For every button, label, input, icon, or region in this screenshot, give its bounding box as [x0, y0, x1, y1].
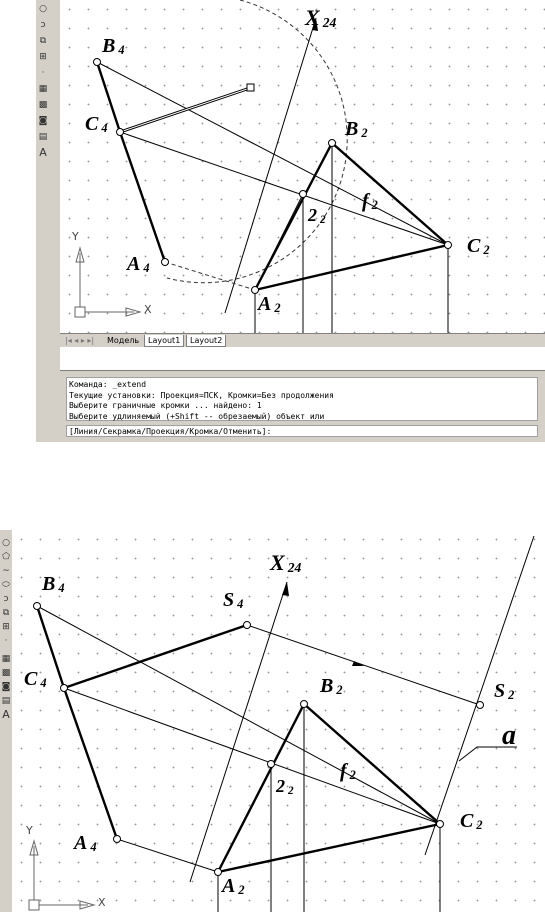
table-icon[interactable]: ▤ — [1, 696, 11, 706]
label-f2: f $_2$ — [362, 190, 378, 212]
vertex-b4 — [94, 59, 101, 66]
vertex-a4 — [114, 836, 121, 843]
tab-spacer — [60, 347, 545, 370]
point-icon[interactable]: · — [4, 636, 8, 646]
vertex-a4 — [162, 259, 169, 266]
ucs-origin-box — [75, 307, 85, 317]
insert-block-icon[interactable]: ⧉ — [39, 36, 47, 46]
edge-c4-s4 — [64, 625, 247, 688]
line-a — [425, 536, 534, 855]
triangle-abc-2 — [255, 143, 448, 290]
axis-x24-line — [225, 18, 316, 313]
line-s4-s2 — [247, 625, 480, 705]
autocad-window-top — [0, 0, 545, 442]
vertex-b2 — [329, 140, 336, 147]
vertex-a2 — [215, 869, 222, 876]
gradient-icon[interactable]: ▩ — [1, 668, 11, 678]
label-c4: C $_4$ — [85, 113, 108, 135]
text-icon[interactable]: A — [39, 146, 47, 159]
region-icon[interactable]: ◙ — [1, 682, 11, 692]
ellipse-icon[interactable]: ⬭ — [2, 580, 10, 590]
label-x24: X $_{24}$ — [305, 5, 337, 31]
label-b2: B $_2$ — [320, 675, 343, 697]
label-x24: X $_{24}$ — [270, 550, 302, 576]
point-icon[interactable]: · — [41, 68, 45, 78]
label-b2: B $_2$ — [345, 118, 368, 140]
vertex-b4 — [34, 603, 41, 610]
ucs-x-label: X — [144, 303, 152, 316]
command-history — [66, 377, 538, 421]
label-a2: A $_2$ — [222, 875, 245, 897]
command-input[interactable]: [Линия/Секрамка/Проекция/Кромка/Отменить]: — [66, 425, 538, 437]
tab-layout1[interactable]: Layout1 — [144, 335, 184, 347]
edge-b4-c4-a4 — [37, 606, 117, 839]
vertex-22 — [268, 761, 275, 768]
table-icon[interactable]: ▤ — [38, 132, 48, 142]
vertex-c2 — [437, 821, 444, 828]
label-a-line: a — [502, 720, 516, 751]
command-line-2: Текущие установки: Проекция=ПСК, Кромки=Без продолжения — [69, 390, 334, 400]
vertex-c2 — [445, 242, 452, 249]
tab-layout2[interactable]: Layout2 — [186, 335, 226, 347]
circle-icon[interactable]: ○ — [39, 4, 47, 14]
label-s4: S $_4$ — [223, 589, 244, 611]
label-a4: A $_4$ — [127, 253, 150, 275]
tab-nav-arrows[interactable]: |◂ ◂ ▸ ▸| — [65, 336, 95, 345]
edge-c4-s4-inner — [120, 88, 250, 132]
gradient-icon[interactable]: ▩ — [38, 100, 48, 110]
layout-tabs — [60, 333, 545, 348]
drawing-area[interactable] — [60, 0, 545, 333]
text-icon[interactable]: A — [2, 708, 10, 721]
revcloud-icon[interactable]: ↄ — [3, 594, 9, 604]
line-c4-c2 — [120, 132, 448, 245]
make-block-icon[interactable]: ⊞ — [2, 622, 10, 632]
line-b4-c2 — [37, 606, 440, 824]
label-b4: B $_4$ — [102, 35, 125, 57]
vertex-s4 — [244, 622, 251, 629]
label-a4: A $_4$ — [74, 832, 97, 854]
make-block-icon[interactable]: ⊞ — [39, 52, 47, 62]
label-22: 2 $_2$ — [276, 776, 294, 797]
drawing-area-2[interactable] — [12, 530, 545, 912]
revcloud-icon[interactable]: ↄ — [40, 20, 46, 30]
toolbar-gap — [52, 0, 60, 442]
line-a4-a2 — [117, 839, 218, 872]
hatch-icon[interactable]: ▦ — [38, 84, 48, 94]
command-line-3: Выберите граничные кромки ... найдено: 1 — [69, 401, 262, 410]
command-line-1: Команда: _extend — [69, 380, 147, 389]
line-s-arrowhead — [352, 661, 364, 666]
ucs-origin-box — [29, 900, 39, 910]
vertex-s2 — [477, 702, 484, 709]
draw-toolbar — [36, 0, 53, 442]
hatch-icon[interactable]: ▦ — [1, 654, 11, 664]
ucs-x-label: X — [98, 896, 106, 909]
tab-model[interactable]: Модель — [107, 336, 140, 345]
insert-block-icon[interactable]: ⧉ — [2, 608, 10, 618]
label-a2: A $_2$ — [258, 293, 281, 315]
grip-square[interactable] — [247, 84, 254, 91]
label-s2: S $_2$ — [494, 680, 515, 702]
region-icon[interactable]: ◙ — [38, 116, 48, 126]
drawing-svg — [60, 0, 545, 333]
label-c2: C $_2$ — [460, 810, 483, 832]
label-b4: B $_4$ — [42, 573, 65, 595]
triangle-abc-2 — [218, 704, 440, 872]
vertex-c4 — [117, 129, 124, 136]
line-a4-a2 — [165, 262, 255, 290]
polygon-icon[interactable]: ⬠ — [2, 552, 10, 562]
command-window — [60, 370, 545, 442]
command-line-4: Выберите удлиняемый (+Shift -- обрезаемый) объект или — [69, 411, 325, 421]
label-c4: C $_4$ — [24, 668, 47, 690]
vertex-c4 — [61, 685, 68, 692]
ucs-y-label: Y — [72, 230, 79, 243]
ucs-y-label: Y — [26, 824, 33, 837]
label-c2: C $_2$ — [467, 235, 490, 257]
dashed-arc — [167, 0, 347, 283]
label-f2: f $_2$ — [340, 760, 356, 782]
spline-icon[interactable]: ~ — [2, 566, 10, 576]
autocad-window-bottom — [0, 530, 545, 912]
label-22: 2 $_2$ — [308, 205, 326, 226]
line-a2-22 — [255, 194, 303, 290]
circle-icon[interactable]: ○ — [2, 538, 10, 548]
axis-arrowhead — [282, 582, 289, 596]
vertex-22 — [300, 191, 307, 198]
vertex-b2 — [301, 701, 308, 708]
